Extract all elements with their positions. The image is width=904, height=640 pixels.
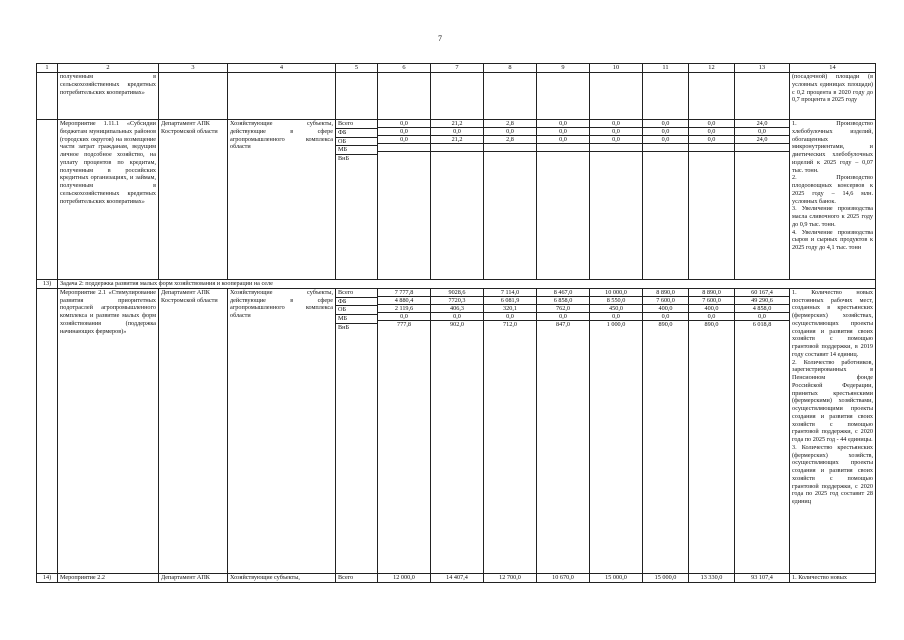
expected-results: 1. Количество новых (790, 573, 876, 582)
year-values (537, 120, 590, 280)
activity-row-2-1 (37, 288, 876, 573)
value-cell: 0,0 (537, 136, 589, 144)
value-cell: 7 777,8 (378, 289, 430, 297)
column-number: 7 (431, 64, 484, 73)
year-values (431, 120, 484, 280)
column-number: 4 (228, 64, 336, 73)
value-cell: 0,0 (537, 120, 589, 128)
responsible-executor: Департамент АПК Костромской области (159, 288, 228, 573)
value-cell: 10 000,0 (590, 289, 642, 297)
value-cell: 14 407,4 (431, 573, 484, 582)
column-number: 9 (537, 64, 590, 73)
value-cell: 24,0 (735, 120, 789, 128)
value-cell: 0,0 (431, 313, 483, 321)
value-cell: 0,0 (689, 136, 734, 144)
value-cell: 12 000,0 (378, 573, 431, 582)
value-cell: 21,2 (431, 120, 483, 128)
value-cell: 6 018,8 (752, 320, 772, 328)
participants: Хозяйствующие субъекты, действующие в сфере агропромышленного комплекса области (228, 120, 336, 280)
value-cell: 15 000,0 (590, 573, 643, 582)
expected-results: 1. Количество новых постоянных рабочих мест, созданных в крестьянских (фермерских) хозяйствах, осуществляющих проекты создания и развития своих хозяйств с помощью грантовой поддержки, в 2019 году составит 14 единиц. 2. Количество работников, зарегистрированных в Пенсионном фонде Российской Федерации, принятых крестьянскими (фермерскими) хозяйствами, осуществляющими проекты создания и развития своих хозяйств с помощью грантовой поддержки, с 2020 года по 2025 год - 44 единицы. 3. Количество крестьянских (фермерских) хозяйств, осуществляющих проекты создания и развития своих хозяйств с помощью грантовой поддержки, с 2020 года по 2025 год составит 28 единиц (790, 288, 876, 573)
funding-source: Всего (336, 120, 377, 128)
funding-source: ВнБ (338, 323, 349, 331)
value-cell: 60 167,4 (735, 289, 789, 297)
column-number-row (37, 64, 876, 73)
funding-source: ФБ (336, 128, 377, 137)
value-cell: 0,0 (590, 313, 642, 321)
column-number: 8 (484, 64, 537, 73)
program-table (36, 63, 876, 583)
value-cell: 7 600,0 (643, 297, 688, 305)
value-cell: 0,0 (484, 313, 536, 321)
activity-description: полученным в сельскохозяйственных кредитных потребительских кооперативах» (58, 73, 159, 120)
value-cell: 450,0 (590, 305, 642, 313)
value-cell: 890,0 (704, 320, 719, 328)
value-cell: 8 550,0 (590, 297, 642, 305)
year-values (431, 288, 484, 573)
value-cell: 12 700,0 (484, 573, 537, 582)
value-cell: 400,0 (689, 305, 734, 313)
value-cell: 0,0 (643, 313, 688, 321)
year-values (643, 120, 689, 280)
funding-sources (336, 288, 378, 573)
value-cell: 49 290,6 (735, 297, 789, 305)
activity-description: Мероприятие 2.1 «Стимулирование развития приоритетных подотраслей агропромышленного комплекса и развитие малых форм хозяйствования (поддержка начинающих фермеров)» (58, 288, 159, 573)
value-cell: 0,0 (431, 128, 483, 136)
value-cell: 762,0 (537, 305, 589, 313)
value-cell: 4 880,4 (378, 297, 430, 305)
participants: Хозяйствующие субъекты, действующие в сфере агропромышленного комплекса области (228, 288, 336, 573)
responsible-executor: Департамент АПК Костромской области (159, 120, 228, 280)
value-cell (689, 144, 734, 152)
value-cell: 406,3 (431, 305, 483, 313)
continuation-row (37, 73, 876, 120)
value-cell: 6 858,0 (537, 297, 589, 305)
value-cell: 2 119,6 (378, 305, 430, 313)
funding-source: Всего (336, 573, 378, 582)
total-values (735, 120, 790, 280)
value-cell: 0,0 (537, 128, 589, 136)
value-cell: 0,0 (689, 313, 734, 321)
page-number: 7 (438, 34, 442, 43)
value-cell: 0,0 (378, 136, 430, 144)
value-cell: 0,0 (643, 128, 688, 136)
column-number: 13 (735, 64, 790, 73)
year-values (484, 288, 537, 573)
value-cell: 6 081,9 (484, 297, 536, 305)
value-cell (643, 144, 688, 152)
value-cell (590, 144, 642, 152)
value-cell: 7720,3 (431, 297, 483, 305)
value-cell: 4 858,0 (735, 305, 789, 313)
value-cell: 890,0 (658, 320, 673, 328)
value-cell: 93 107,4 (735, 573, 790, 582)
column-number: 12 (689, 64, 735, 73)
column-number: 5 (336, 64, 378, 73)
value-cell: 0,0 (378, 313, 430, 321)
expected-results: 1. Производство хлебобулочных изделий, обогащенных микронутриентами, и диетических хлебобулочных изделий к 2025 году – 0,07 тыс. тонн. 2. Производство плодоовощных консервов к 2025 году – 14,6 млн. условных банок. 3. Увеличение производства масла сливочного к 2025 году до 0,9 тыс. тонн. 4. Увеличение производства сыров и сырных продуктов к 2025 году до 4,1 тыс. тонн (790, 120, 876, 280)
participants: Хозяйствующие субъекты, (228, 573, 336, 582)
funding-source: МБ (336, 315, 377, 324)
funding-source: ВнБ (338, 155, 349, 162)
value-cell (735, 144, 789, 152)
funding-sources (336, 120, 378, 280)
value-cell: 0,0 (735, 313, 789, 321)
value-cell (431, 144, 483, 152)
row-number: 14) (37, 573, 58, 582)
value-cell: 2,8 (484, 136, 536, 144)
funding-source: МБ (336, 146, 377, 155)
value-cell: 1 000,0 (606, 320, 626, 328)
value-cell: 0,0 (590, 120, 642, 128)
value-cell (378, 144, 430, 152)
column-number: 11 (643, 64, 689, 73)
funding-source: Всего (336, 289, 377, 297)
value-cell: 15 000,0 (643, 573, 689, 582)
value-cell: 0,0 (378, 128, 430, 136)
value-cell: 24,0 (735, 136, 789, 144)
column-number: 2 (58, 64, 159, 73)
activity-row-1-11-1 (37, 120, 876, 280)
total-values (735, 288, 790, 573)
value-cell: 8 890,0 (689, 289, 734, 297)
column-number: 3 (159, 64, 228, 73)
value-cell (537, 152, 589, 159)
value-cell: 13 330,0 (689, 573, 735, 582)
value-cell: 0,0 (537, 313, 589, 321)
year-values (689, 120, 735, 280)
value-cell: 0,0 (689, 120, 734, 128)
expected-results: (посадочной) площади (в условных единицах площади) с 0,2 процента в 2020 году до 0,7 процента в 2025 году (790, 73, 876, 120)
value-cell: 0,0 (643, 136, 688, 144)
value-cell (735, 152, 789, 159)
activity-description: Мероприятие 1.11.1 «Субсидии бюджетам муниципальных районов (городских округов) на возмещение части затрат гражданам, ведущим личное подсобное хозяйство, на уплату процентов по кредитам, полученным в российских кредитных организациях, и займам, полученным в сельскохозяйственных кредитных потребительских кооперативах» (58, 120, 159, 280)
value-cell (590, 152, 642, 159)
task-row (37, 280, 876, 289)
activity-description: Мероприятие 2.2 (58, 573, 159, 582)
value-cell: 7 114,0 (484, 289, 536, 297)
value-cell (689, 152, 734, 159)
column-number: 1 (37, 64, 58, 73)
year-values (590, 288, 643, 573)
value-cell (484, 152, 536, 159)
value-cell: 0,0 (484, 128, 536, 136)
task-title: Задача 2: поддержка развития малых форм хозяйствования и кооперации на селе (58, 280, 876, 289)
value-cell: 847,0 (556, 320, 570, 328)
value-cell: 10 670,0 (537, 573, 590, 582)
value-cell: 9028,6 (431, 289, 483, 297)
value-cell: 0,0 (590, 136, 642, 144)
responsible-executor: Департамент АПК (159, 573, 228, 582)
funding-source: ФБ (336, 297, 377, 306)
value-cell: 7 600,0 (689, 297, 734, 305)
year-values (484, 120, 537, 280)
value-cell: 8 467,0 (537, 289, 589, 297)
value-cell: 0,0 (378, 120, 430, 128)
funding-source: ОБ (336, 306, 377, 315)
funding-source: ОБ (336, 137, 377, 146)
year-values (378, 288, 431, 573)
value-cell: 320,1 (484, 305, 536, 313)
value-cell: 21,2 (431, 136, 483, 144)
column-number: 6 (378, 64, 431, 73)
value-cell: 0,0 (590, 128, 642, 136)
year-values (689, 288, 735, 573)
row-number: 13) (37, 280, 58, 289)
column-number: 10 (590, 64, 643, 73)
value-cell: 2,8 (484, 120, 536, 128)
value-cell: 8 890,0 (643, 289, 688, 297)
value-cell (431, 152, 483, 159)
value-cell: 902,0 (450, 320, 464, 328)
year-values (590, 120, 643, 280)
column-number: 14 (790, 64, 876, 73)
year-values (537, 288, 590, 573)
value-cell: 0,0 (689, 128, 734, 136)
value-cell: 777,8 (397, 320, 411, 328)
value-cell: 0,0 (735, 128, 789, 136)
value-cell (537, 144, 589, 152)
value-cell: 400,0 (643, 305, 688, 313)
value-cell (378, 152, 430, 159)
year-values (643, 288, 689, 573)
value-cell: 0,0 (643, 120, 688, 128)
value-cell (643, 152, 688, 159)
value-cell (484, 144, 536, 152)
year-values (378, 120, 431, 280)
activity-row-2-2 (37, 573, 876, 582)
value-cell: 712,0 (503, 320, 517, 328)
